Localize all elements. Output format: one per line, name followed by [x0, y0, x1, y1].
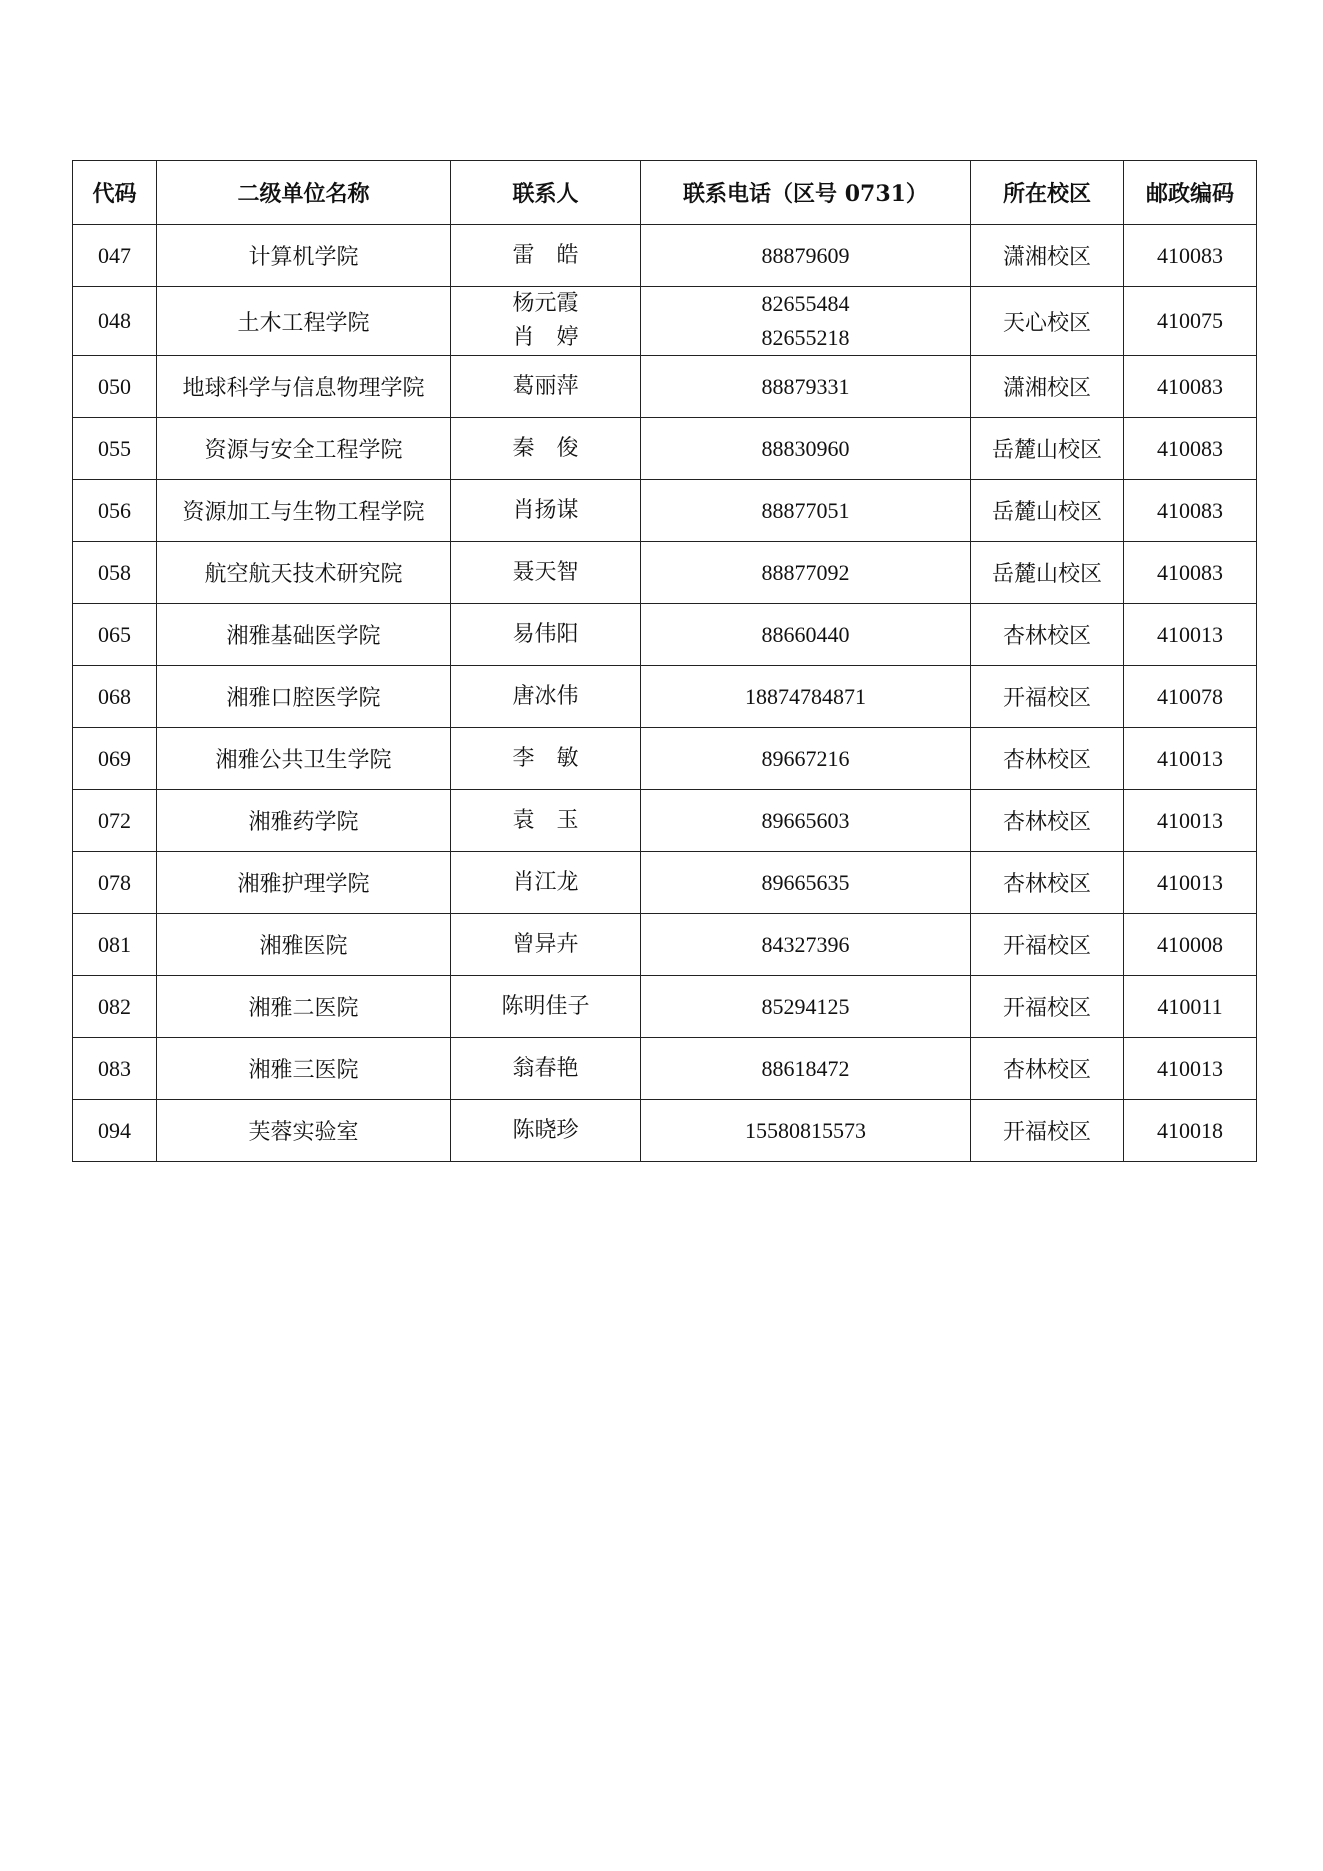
cell-contact [451, 480, 641, 542]
cell-contact-line: 杨元霞 [512, 291, 579, 316]
cell-code: 094 [73, 1100, 157, 1162]
cell-code: 065 [73, 604, 157, 666]
header-phone: 联系电话（区号 0731） [641, 161, 971, 225]
cell-phone [641, 418, 971, 480]
cell-phone-line: 89665603 [761, 807, 850, 833]
cell-postcode: 410083 [1124, 225, 1257, 287]
cell-phone-line: 18874784871 [745, 683, 866, 709]
cell-unit-name: 资源与安全工程学院 [157, 418, 451, 480]
table-row [73, 790, 1257, 852]
cell-phone [641, 1100, 971, 1162]
cell-contact [451, 666, 641, 728]
cell-unit-name: 湘雅公共卫生学院 [157, 728, 451, 790]
cell-unit-name: 湘雅基础医学院 [157, 604, 451, 666]
cell-contact-line: 陈明佳子 [501, 993, 590, 1019]
cell-phone [641, 356, 971, 418]
cell-unit-name: 地球科学与信息物理学院 [157, 356, 451, 418]
cell-contact [451, 728, 641, 790]
cell-contact-line: 秦 俊 [512, 435, 579, 461]
contact-table [72, 160, 1257, 1162]
cell-postcode: 410013 [1124, 728, 1257, 790]
cell-contact [451, 356, 641, 418]
header-contact: 联系人 [451, 161, 641, 225]
cell-unit-name: 湘雅三医院 [157, 1038, 451, 1100]
cell-campus: 开福校区 [971, 914, 1124, 976]
cell-postcode: 410013 [1124, 790, 1257, 852]
cell-phone-line: 88877092 [761, 559, 850, 585]
cell-phone-line: 82655218 [761, 325, 850, 350]
cell-contact-line: 肖扬谋 [512, 497, 579, 523]
cell-unit-name: 湘雅二医院 [157, 976, 451, 1038]
cell-code: 055 [73, 418, 157, 480]
cell-contact-line: 聂天智 [512, 559, 579, 585]
cell-unit-name: 计算机学院 [157, 225, 451, 287]
cell-postcode: 410008 [1124, 914, 1257, 976]
table-row [73, 542, 1257, 604]
cell-contact [451, 1100, 641, 1162]
cell-contact-line: 袁 玉 [512, 807, 579, 833]
cell-postcode: 410018 [1124, 1100, 1257, 1162]
cell-campus: 岳麓山校区 [971, 542, 1124, 604]
cell-phone [641, 287, 971, 356]
table-row [73, 976, 1257, 1038]
cell-contact-line: 易伟阳 [512, 621, 579, 647]
cell-code: 081 [73, 914, 157, 976]
cell-code: 047 [73, 225, 157, 287]
cell-postcode: 410078 [1124, 666, 1257, 728]
table-row [73, 480, 1257, 542]
cell-postcode: 410083 [1124, 542, 1257, 604]
cell-postcode: 410013 [1124, 1038, 1257, 1100]
cell-postcode: 410083 [1124, 356, 1257, 418]
cell-contact [451, 225, 641, 287]
cell-postcode: 410013 [1124, 604, 1257, 666]
cell-phone-line: 88618472 [761, 1055, 850, 1081]
cell-contact [451, 790, 641, 852]
cell-campus: 杏林校区 [971, 852, 1124, 914]
cell-phone-line: 85294125 [761, 993, 850, 1019]
cell-phone [641, 790, 971, 852]
cell-campus: 开福校区 [971, 666, 1124, 728]
cell-phone-line: 82655484 [761, 291, 850, 316]
cell-postcode: 410075 [1124, 287, 1257, 356]
cell-campus: 开福校区 [971, 1100, 1124, 1162]
cell-code: 083 [73, 1038, 157, 1100]
cell-code: 069 [73, 728, 157, 790]
cell-unit-name: 土木工程学院 [157, 287, 451, 356]
cell-phone-line: 88660440 [761, 621, 850, 647]
cell-contact-line: 葛丽萍 [512, 373, 579, 399]
cell-contact-line: 翁春艳 [512, 1055, 579, 1081]
cell-phone [641, 728, 971, 790]
cell-phone-line: 88830960 [761, 435, 850, 461]
cell-code: 072 [73, 790, 157, 852]
cell-code: 068 [73, 666, 157, 728]
cell-phone-line: 88879331 [761, 373, 850, 399]
cell-phone [641, 542, 971, 604]
cell-contact [451, 914, 641, 976]
cell-phone [641, 914, 971, 976]
cell-unit-name: 湘雅口腔医学院 [157, 666, 451, 728]
cell-code: 082 [73, 976, 157, 1038]
table-row [73, 1038, 1257, 1100]
cell-contact-line: 肖江龙 [512, 869, 579, 895]
cell-contact [451, 852, 641, 914]
cell-contact [451, 418, 641, 480]
cell-postcode: 410013 [1124, 852, 1257, 914]
table-body [73, 225, 1257, 1162]
cell-campus: 岳麓山校区 [971, 418, 1124, 480]
cell-campus: 开福校区 [971, 976, 1124, 1038]
header-campus: 所在校区 [971, 161, 1124, 225]
cell-contact-line: 曾异卉 [512, 931, 579, 957]
table-row [73, 356, 1257, 418]
cell-campus: 杏林校区 [971, 1038, 1124, 1100]
table-row [73, 666, 1257, 728]
cell-unit-name: 资源加工与生物工程学院 [157, 480, 451, 542]
cell-code: 056 [73, 480, 157, 542]
cell-code: 050 [73, 356, 157, 418]
cell-campus: 杏林校区 [971, 790, 1124, 852]
cell-postcode: 410083 [1124, 480, 1257, 542]
cell-postcode: 410083 [1124, 418, 1257, 480]
cell-campus: 天心校区 [971, 287, 1124, 356]
cell-phone-line: 89665635 [761, 869, 850, 895]
cell-phone-line: 88877051 [761, 497, 850, 523]
cell-phone [641, 666, 971, 728]
table-header-row [73, 161, 1257, 225]
cell-contact-line: 唐冰伟 [512, 683, 579, 709]
table-row [73, 1100, 1257, 1162]
cell-contact [451, 976, 641, 1038]
cell-contact [451, 287, 641, 356]
cell-code: 048 [73, 287, 157, 356]
cell-contact [451, 1038, 641, 1100]
table-row [73, 225, 1257, 287]
cell-phone-line: 84327396 [761, 931, 850, 957]
header-postcode: 邮政编码 [1124, 161, 1257, 225]
cell-phone-line: 15580815573 [745, 1117, 866, 1143]
cell-unit-name: 航空航天技术研究院 [157, 542, 451, 604]
cell-contact-line: 李 敏 [512, 745, 579, 771]
cell-postcode: 410011 [1124, 976, 1257, 1038]
cell-campus: 岳麓山校区 [971, 480, 1124, 542]
cell-contact [451, 542, 641, 604]
cell-phone [641, 1038, 971, 1100]
cell-contact-line: 陈晓珍 [512, 1117, 579, 1143]
cell-phone-line: 89667216 [761, 745, 850, 771]
cell-code: 078 [73, 852, 157, 914]
table-row [73, 852, 1257, 914]
cell-phone [641, 480, 971, 542]
cell-unit-name: 湘雅医院 [157, 914, 451, 976]
cell-code: 058 [73, 542, 157, 604]
cell-phone-line: 88879609 [761, 242, 850, 268]
table-row [73, 728, 1257, 790]
table-row [73, 418, 1257, 480]
cell-campus: 杏林校区 [971, 728, 1124, 790]
cell-phone [641, 604, 971, 666]
cell-campus: 潇湘校区 [971, 356, 1124, 418]
cell-contact-line: 肖 婷 [512, 325, 579, 350]
cell-contact-line: 雷 皓 [512, 242, 579, 268]
header-code: 代码 [73, 161, 157, 225]
cell-unit-name: 湘雅药学院 [157, 790, 451, 852]
cell-unit-name: 湘雅护理学院 [157, 852, 451, 914]
table-row [73, 604, 1257, 666]
cell-phone [641, 976, 971, 1038]
header-unit-name: 二级单位名称 [157, 161, 451, 225]
cell-phone [641, 225, 971, 287]
cell-contact [451, 604, 641, 666]
cell-campus: 潇湘校区 [971, 225, 1124, 287]
cell-phone [641, 852, 971, 914]
table-row [73, 914, 1257, 976]
cell-unit-name: 芙蓉实验室 [157, 1100, 451, 1162]
table-row [73, 287, 1257, 356]
cell-campus: 杏林校区 [971, 604, 1124, 666]
